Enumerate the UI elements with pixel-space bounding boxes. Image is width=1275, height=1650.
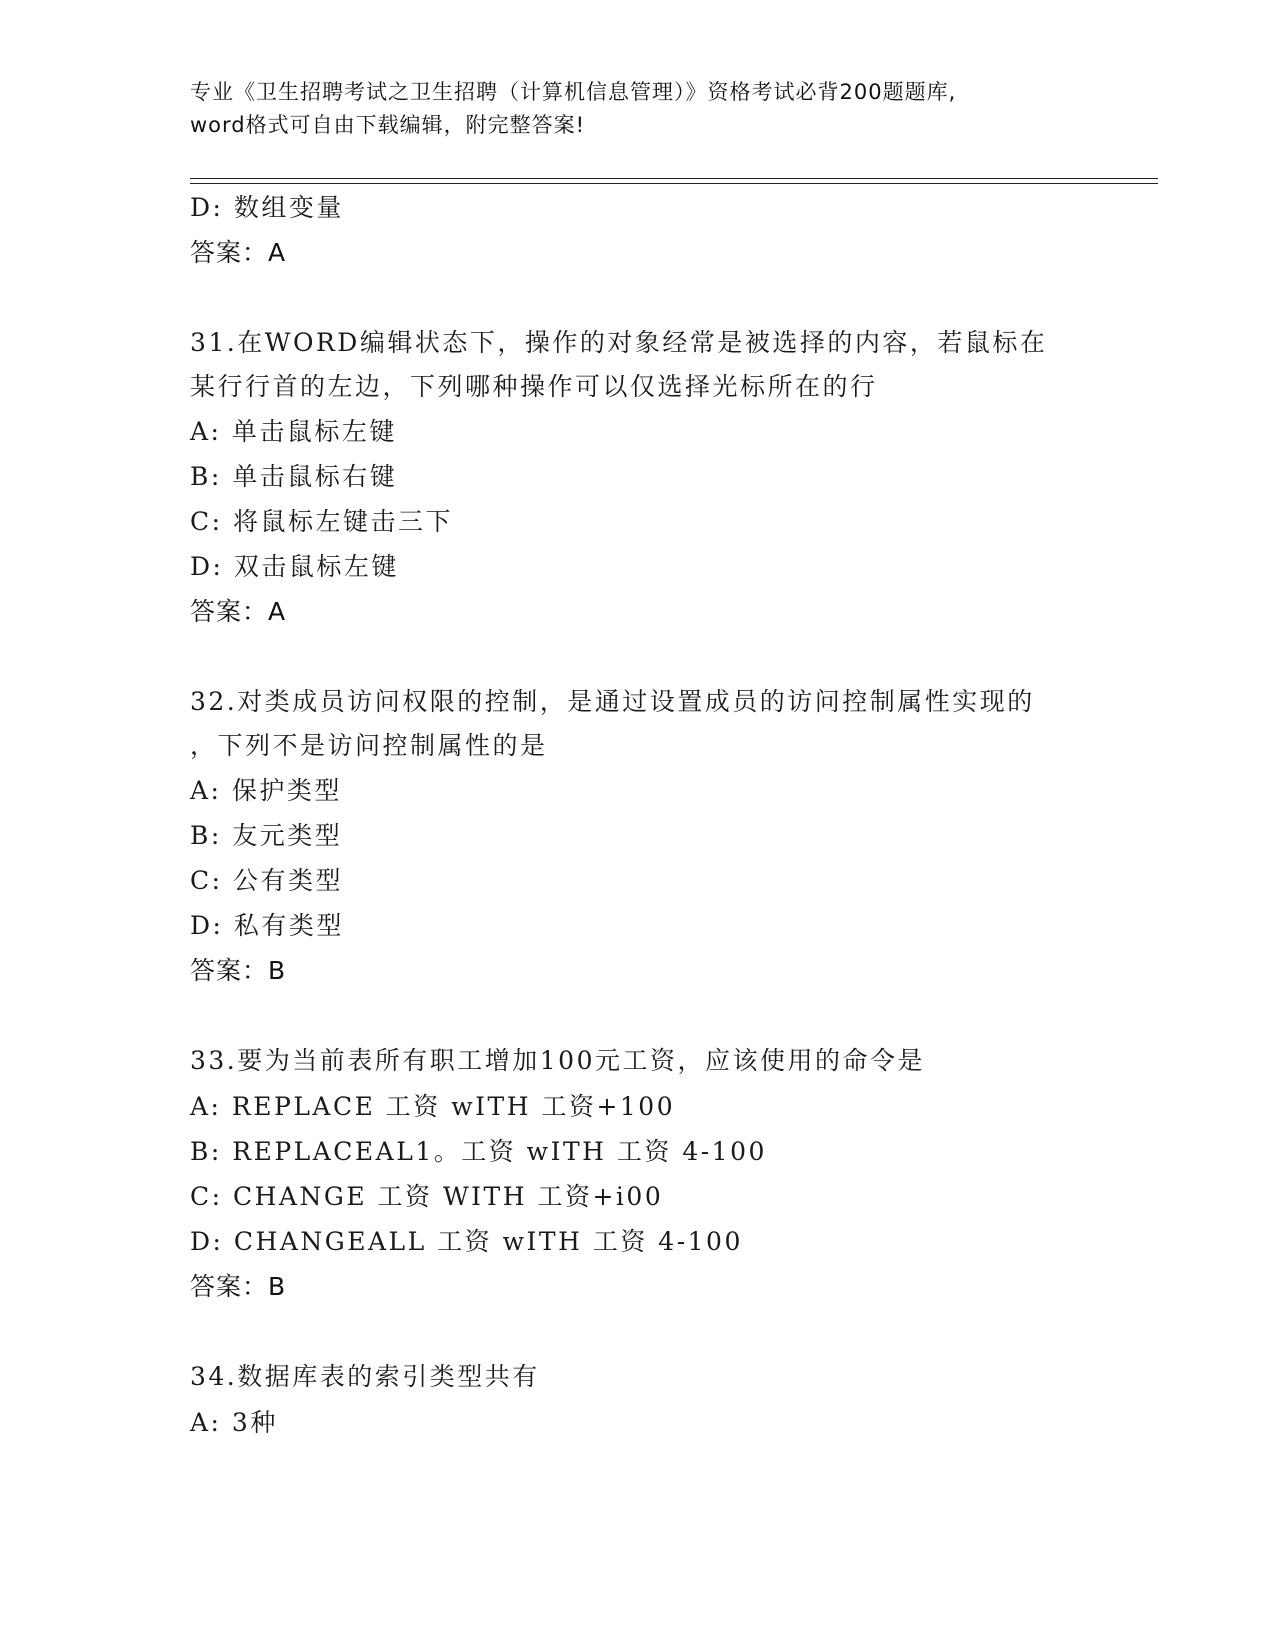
q31-option-b: B: 单击鼠标右键 (190, 462, 398, 491)
q33-option-c: C: CHANGE 工资 WITH 工资+i00 (190, 1182, 664, 1211)
q32-option-d: D: 私有类型 (190, 911, 344, 940)
q33-answer: 答案：B (190, 1272, 287, 1301)
document-header (190, 76, 1090, 142)
q34-option-a: A: 3种 (190, 1408, 278, 1437)
prev-answer: 答案：A (190, 238, 287, 267)
q33-stem-line1: 33.要为当前表所有职工增加100元工资，应该使用的命令是 (190, 1046, 925, 1075)
q32-option-b: B: 友元类型 (190, 821, 343, 850)
q31-option-c: C: 将鼠标左键击三下 (190, 507, 453, 536)
header-divider-top (190, 178, 1158, 179)
q32-option-a: A: 保护类型 (190, 776, 342, 805)
q34-stem-line1: 34.数据库表的索引类型共有 (190, 1362, 540, 1391)
header-subtitle-line: word格式可自由下载编辑，附完整答案! (190, 113, 586, 137)
q33-option-b: B: REPLACEAL1。工资 wITH 工资 4-100 (190, 1137, 767, 1166)
q31-stem-line2: 某行行首的左边，下列哪种操作可以仅选择光标所在的行 (190, 372, 878, 401)
q31-option-a: A: 单击鼠标左键 (190, 417, 397, 446)
q32-stem-line2: ，下列不是访问控制属性的是 (190, 731, 548, 760)
q33-option-d: D: CHANGEALL 工资 wITH 工资 4-100 (190, 1227, 743, 1256)
header-divider-bottom (190, 183, 1158, 184)
q32-option-c: C: 公有类型 (190, 866, 343, 895)
q32-stem-line1: 32.对类成员访问权限的控制，是通过设置成员的访问控制属性实现的 (190, 687, 1035, 716)
q31-answer: 答案：A (190, 597, 287, 626)
q31-option-d: D: 双击鼠标左键 (190, 552, 399, 581)
header-title-line: 专业《卫生招聘考试之卫生招聘（计算机信息管理）》资格考试必背200题题库, (190, 80, 957, 104)
prev-option-d: D: 数组变量 (190, 193, 344, 222)
q32-answer: 答案：B (190, 956, 287, 985)
q33-option-a: A: REPLACE 工资 wITH 工资+100 (190, 1092, 676, 1121)
q31-stem-line1: 31.在WORD编辑状态下，操作的对象经常是被选择的内容，若鼠标在 (190, 328, 1048, 357)
